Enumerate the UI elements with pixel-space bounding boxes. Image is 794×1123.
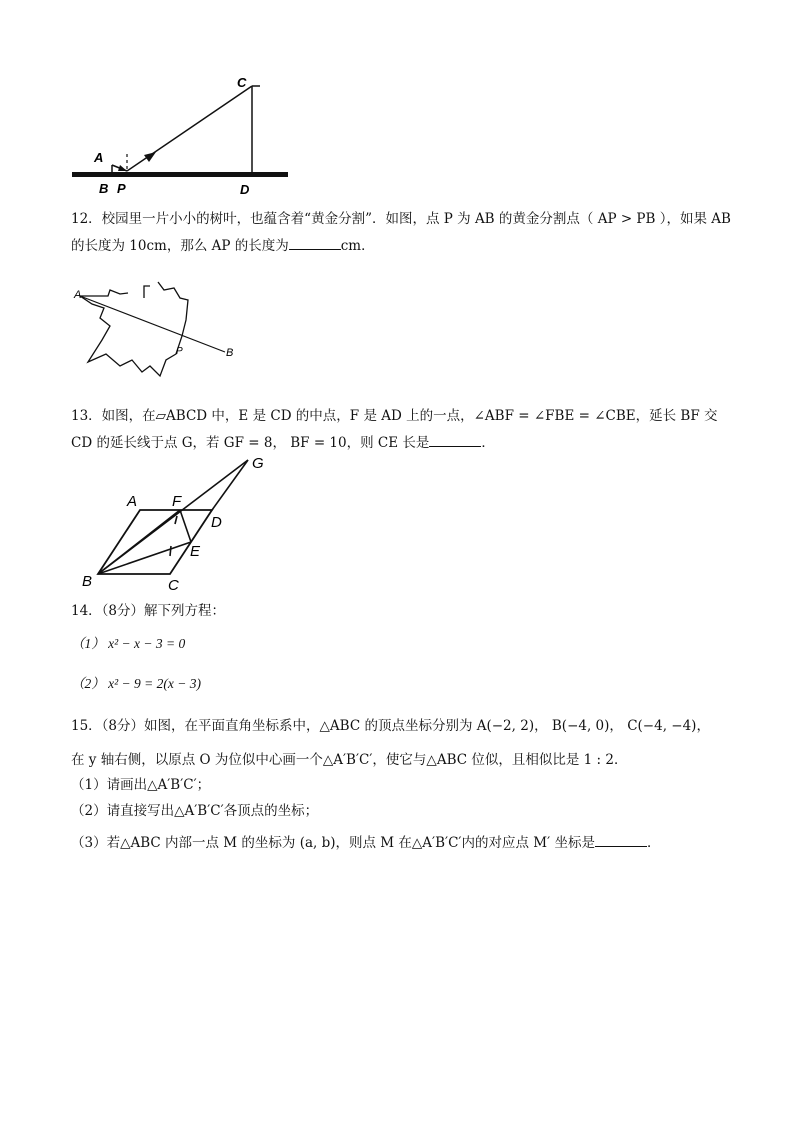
label-P: P	[117, 181, 126, 196]
label-G: G	[252, 455, 264, 472]
q13-line1: 13．如图，在▱ABCD 中，E 是 CD 的中点，F 是 AD 上的一点，∠ABF = ∠FBE = ∠CBE，延长 BF 交	[71, 408, 718, 424]
label-D: D	[240, 182, 250, 197]
answer-blank-q15	[595, 834, 647, 847]
label-D-para: D	[211, 514, 222, 531]
q15-part3-text: （3）若△ABC 内部一点 M 的坐标为 (a, b)，则点 M 在△A′B′C′内的对应点 M′ 坐标是	[71, 835, 595, 851]
q15-part2: （2）请直接写出△A′B′C′各顶点的坐标；	[71, 803, 319, 819]
answer-blank-q12	[289, 237, 341, 250]
q14-part2: （2） x² − 9 = 2(x − 3)	[71, 676, 201, 691]
line-B-to-E	[98, 542, 191, 574]
figure-q13-parallelogram	[80, 450, 280, 598]
segment-AB-leaf	[80, 296, 225, 352]
figure-q11	[60, 70, 300, 200]
q15-part1: （1）请画出△A′B′C′；	[71, 777, 211, 793]
ray-P-to-C	[127, 86, 252, 171]
label-B-leaf: B	[226, 347, 234, 359]
q13-line2-text: CD 的延长线于点 G，若 GF = 8， BF = 10，则 CE 长是	[71, 435, 430, 451]
answer-blank-q13	[429, 434, 481, 447]
q15-line1: 15．（8分）如图，在平面直角坐标系中，△ABC 的顶点坐标分别为 A(−2, 2)， B(−4, 0)， C(−4, −4)，	[71, 718, 710, 734]
label-F: F	[172, 493, 182, 510]
label-C: C	[237, 75, 247, 90]
q15-line2: 在 y 轴右侧，以原点 O 为位似中心画一个△A′B′C′，使它与△ABC 位似，且相似比是 1 : 2．	[71, 752, 628, 768]
q13-end: ．	[481, 435, 495, 451]
figure-q12-leaf	[70, 276, 250, 386]
q12-line2	[71, 236, 375, 256]
q14-title: 14．（8分）解下列方程：	[71, 603, 226, 619]
label-B-para: B	[82, 573, 93, 590]
leaf-outline	[80, 282, 188, 376]
tick-mark-2	[170, 546, 171, 556]
label-A-leaf: A	[74, 289, 82, 301]
q12-line2-text: 的长度为 10cm，那么 AP 的长度为	[71, 238, 289, 254]
q12-unit: cm．	[340, 238, 375, 254]
q12-line1: 12．校园里一片小小的树叶，也蕴含着“黄金分割”．如图，点 P 为 AB 的黄金分割点（ AP > PB ），如果 AB	[71, 211, 731, 227]
arrowhead-at-P	[118, 165, 127, 171]
label-C-para: C	[168, 577, 179, 594]
tick-mark-1	[175, 516, 177, 524]
line-F-to-E	[180, 510, 191, 542]
q15-part3	[71, 833, 660, 853]
label-E: E	[190, 543, 201, 560]
label-P-leaf: P	[176, 346, 183, 357]
line-D-to-G	[212, 460, 248, 510]
ground-line	[72, 172, 288, 177]
label-A: A	[94, 150, 104, 165]
q15-part3-end: ．	[646, 835, 661, 851]
line-B-to-F	[98, 510, 180, 574]
parallelogram-ABCD	[98, 510, 212, 574]
label-A-para: A	[127, 493, 138, 510]
label-B: B	[99, 181, 109, 196]
arrowhead-on-ray	[144, 152, 156, 162]
q14-part1: （1） x² − x − 3 = 0	[71, 636, 186, 651]
